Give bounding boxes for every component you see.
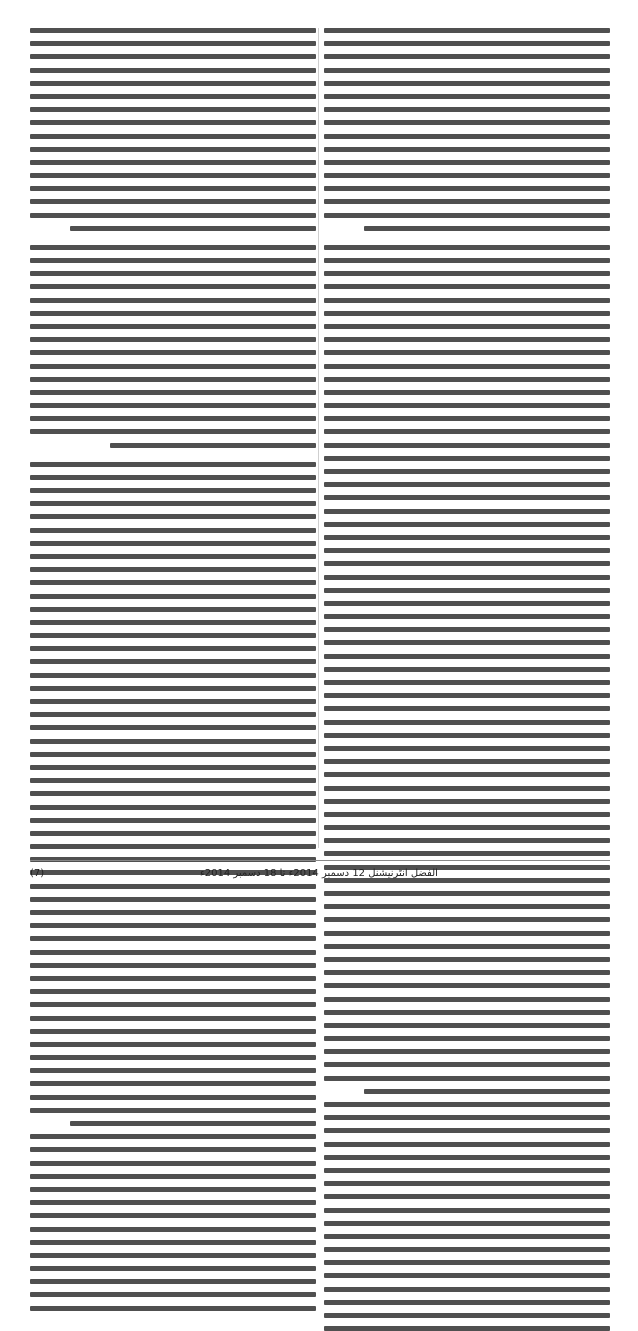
page-number: (7) xyxy=(30,868,45,879)
column-separator xyxy=(318,28,319,848)
right-text-column xyxy=(324,28,610,848)
publication-footer: الفضل انٹرنیشنل 12 دسمبر 2014ء تا 18 دسمبر 2014ء xyxy=(200,868,438,879)
footer-rule xyxy=(30,860,610,861)
left-text-column xyxy=(30,28,316,848)
